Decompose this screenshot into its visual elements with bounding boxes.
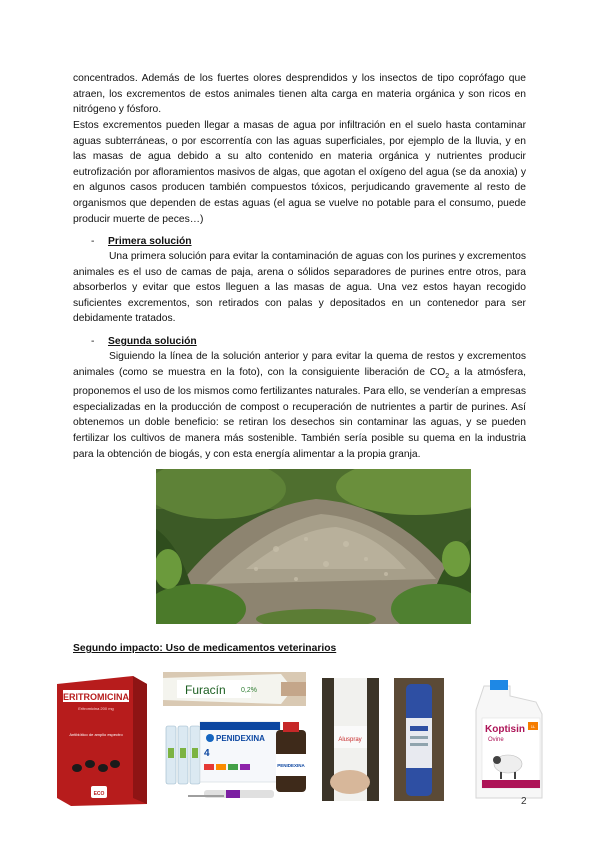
koptisin-bottle	[470, 680, 550, 800]
bullet-dash: -	[91, 236, 95, 247]
eritromicina-tag: Antibiótico de amplio espectro	[69, 732, 123, 737]
penidexina-name: PENIDEXINA	[216, 734, 265, 743]
blue-spray-can	[394, 678, 444, 801]
koptisin-sub: Ovine	[488, 737, 504, 743]
manure-pile-photo	[156, 469, 471, 624]
paragraph-impact: Estos excrementos pueden llegar a masas de agua por infiltración en el suelo hasta contaminar aguas subterráneas, o por escorrentía con las aguas superficiales, por ejemplo de la lluvia, y en las masas de agua debido a su alto contenido en materia orgánica y nutrientes producir eutrofización por afloramientos masivos de algas, que agotan el oxígeno del agua (se da anoxia) y en algunos casos producen también compuestos tóxicos, perjudicando gravemente al resto de organismos que dependen de estas aguas (el agua se vuelve no potable para el consumo, puede producir muerte de peces…)	[73, 120, 526, 225]
aluspray-can	[322, 678, 379, 801]
penidexina-vial: PENIDEXINA	[277, 763, 305, 768]
solution1-title: Primera solución	[108, 236, 192, 247]
solution2-text-a: Siguiendo la línea de la solución anterior y para evitar la quema de restos y excrementos animales (como se muestra en la foto), con la consiguiente liberación de CO	[73, 351, 526, 378]
furacin-pct: 0,2%	[241, 687, 257, 694]
eritromicina-brand: ECO	[93, 791, 105, 797]
solution2-text-b: a la atmósfera, proponemos el uso de los mismos como fertilizantes naturales. Para ello, se venderían a empresas especializadas en la producción de compost o recuperación de nutrientes a partir de purines. Así obtenemos un doble beneficio: se retiran los desechos sin contaminar las aguas, y se pueden fertilizar los cultivos de manera más sostenible. También sería posible su quema en la industria para la obtención de biogás, y con esta energía alimentar a la propia granja.	[73, 366, 527, 460]
eritromicina-box	[57, 676, 147, 806]
furacin-tube	[163, 672, 306, 706]
second-impact-heading: Segundo impacto: Uso de medicamentos veterinarios	[73, 643, 337, 654]
penidexina-num: 4	[204, 748, 210, 759]
page-number: 2	[521, 796, 527, 807]
penidexina-box	[164, 718, 312, 811]
paragraph-intro: concentrados. Además de los fuertes olores desprendidos y los insectos de tipo coprófago que atraen, los excrementos de estos animales tienen alta carga en materia orgánica y son ricos en nitrógeno y fósforo.	[73, 73, 526, 116]
co2-subscript: 2	[445, 372, 450, 380]
solution2-text	[73, 349, 526, 462]
koptisin-name: Koptisin	[485, 724, 525, 735]
koptisin-badge: 1L	[530, 724, 536, 729]
furacin-name: Furacín	[185, 683, 226, 697]
bullet-dash: -	[91, 336, 95, 347]
solution2-title: Segunda solución	[108, 336, 197, 347]
solution1-text: Una primera solución para evitar la contaminación de aguas con los purines y excrementos animales es el uso de camas de paja, arena o sólidos separadores de purines entre otros, para absorberlos y evitar que estos lleguen a las masas de agua. Una vez estos hayan recogido suficientes excrementos, son retirados con palas y depositados en un contenedor para ser debidamente tratados.	[73, 251, 526, 325]
aluspray-label: Aluspray	[338, 737, 362, 743]
eritromicina-name: ERITROMICINA	[63, 692, 129, 702]
eritromicina-sub: Eritromicina 200 mg	[78, 706, 114, 711]
